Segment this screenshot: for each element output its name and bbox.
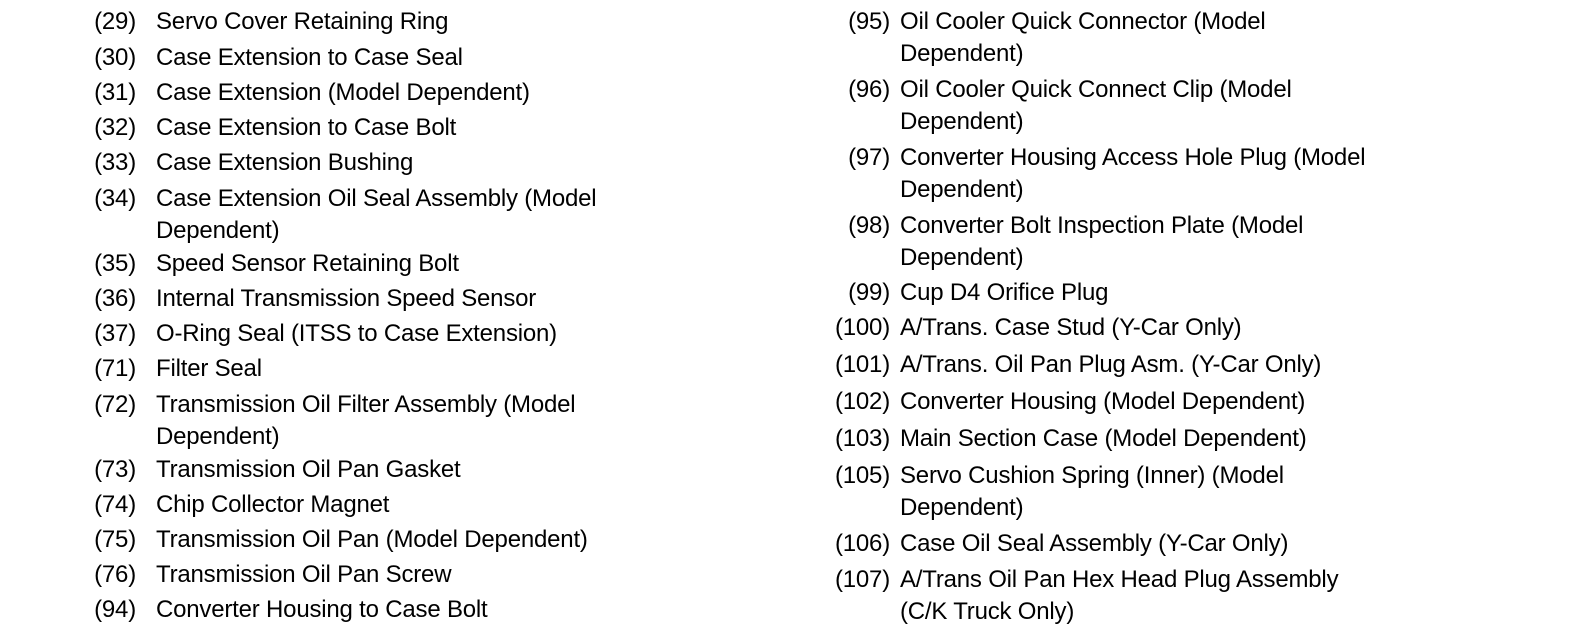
item-number: (96) <box>848 76 890 103</box>
item-description: Converter Housing to Case Bolt <box>156 596 488 623</box>
item-description: Oil Cooler Quick Connector (Model Dependent) <box>900 8 1266 67</box>
item-number: (75) <box>94 526 136 553</box>
item-number: (36) <box>94 285 136 312</box>
item-number: (32) <box>94 114 136 141</box>
item-description: A/Trans Oil Pan Hex Head Plug Assembly (C/K Truck Only) <box>900 566 1339 625</box>
item-description: Transmission Oil Pan Screw <box>156 561 452 588</box>
item-number: (73) <box>94 456 136 483</box>
item-description: Internal Transmission Speed Sensor <box>156 285 537 312</box>
item-description: Oil Cooler Quick Connect Clip (Model Dependent) <box>900 76 1292 135</box>
item-description: A/Trans. Case Stud (Y-Car Only) <box>900 314 1242 341</box>
item-description: Case Oil Seal Assembly (Y-Car Only) <box>900 530 1289 557</box>
item-number: (95) <box>848 8 890 35</box>
item-description: Transmission Oil Pan Gasket <box>156 456 461 483</box>
item-number: (106) <box>834 530 890 557</box>
item-description: Main Section Case (Model Dependent) <box>900 425 1307 452</box>
item-number: (74) <box>94 491 136 518</box>
item-description: Converter Housing Access Hole Plug (Model Dependent) <box>900 144 1366 203</box>
item-number: (101) <box>834 351 890 378</box>
item-number: (29) <box>94 8 136 35</box>
item-description: Speed Sensor Retaining Bolt <box>156 250 459 277</box>
item-description: Servo Cover Retaining Ring <box>156 8 449 35</box>
item-number: (94) <box>94 596 136 623</box>
item-description: Transmission Oil Filter Assembly (Model Dependent) <box>156 391 576 450</box>
item-description: Converter Bolt Inspection Plate (Model Dependent) <box>900 212 1304 271</box>
item-description: Case Extension to Case Seal <box>156 44 463 71</box>
item-number: (35) <box>94 250 136 277</box>
item-number: (34) <box>94 185 136 212</box>
item-number: (76) <box>94 561 136 588</box>
item-description: Cup D4 Orifice Plug <box>900 279 1109 306</box>
item-number: (102) <box>834 388 890 415</box>
item-description: Case Extension to Case Bolt <box>156 114 457 141</box>
item-number: (100) <box>834 314 890 341</box>
item-description: Case Extension Bushing <box>156 149 414 176</box>
item-description: A/Trans. Oil Pan Plug Asm. (Y-Car Only) <box>900 351 1322 378</box>
item-description: Transmission Oil Pan (Model Dependent) <box>156 526 588 553</box>
item-description: Case Extension Oil Seal Assembly (Model Dependent) <box>156 185 597 244</box>
item-number: (99) <box>848 279 890 306</box>
item-number: (31) <box>94 79 136 106</box>
item-description: Chip Collector Magnet <box>156 491 390 518</box>
item-number: (107) <box>834 566 890 593</box>
item-number: (71) <box>94 355 136 382</box>
item-number: (105) <box>834 462 890 489</box>
item-number: (97) <box>848 144 890 171</box>
item-number: (98) <box>848 212 890 239</box>
item-description: Case Extension (Model Dependent) <box>156 79 530 106</box>
item-number: (33) <box>94 149 136 176</box>
item-description: Filter Seal <box>156 355 262 382</box>
item-number: (37) <box>94 320 136 347</box>
item-number: (30) <box>94 44 136 71</box>
item-number: (72) <box>94 391 136 418</box>
item-description: Converter Housing (Model Dependent) <box>900 388 1306 415</box>
item-description: Servo Cushion Spring (Inner) (Model Dependent) <box>900 462 1284 521</box>
item-number: (103) <box>834 425 890 452</box>
item-description: O-Ring Seal (ITSS to Case Extension) <box>156 320 557 347</box>
